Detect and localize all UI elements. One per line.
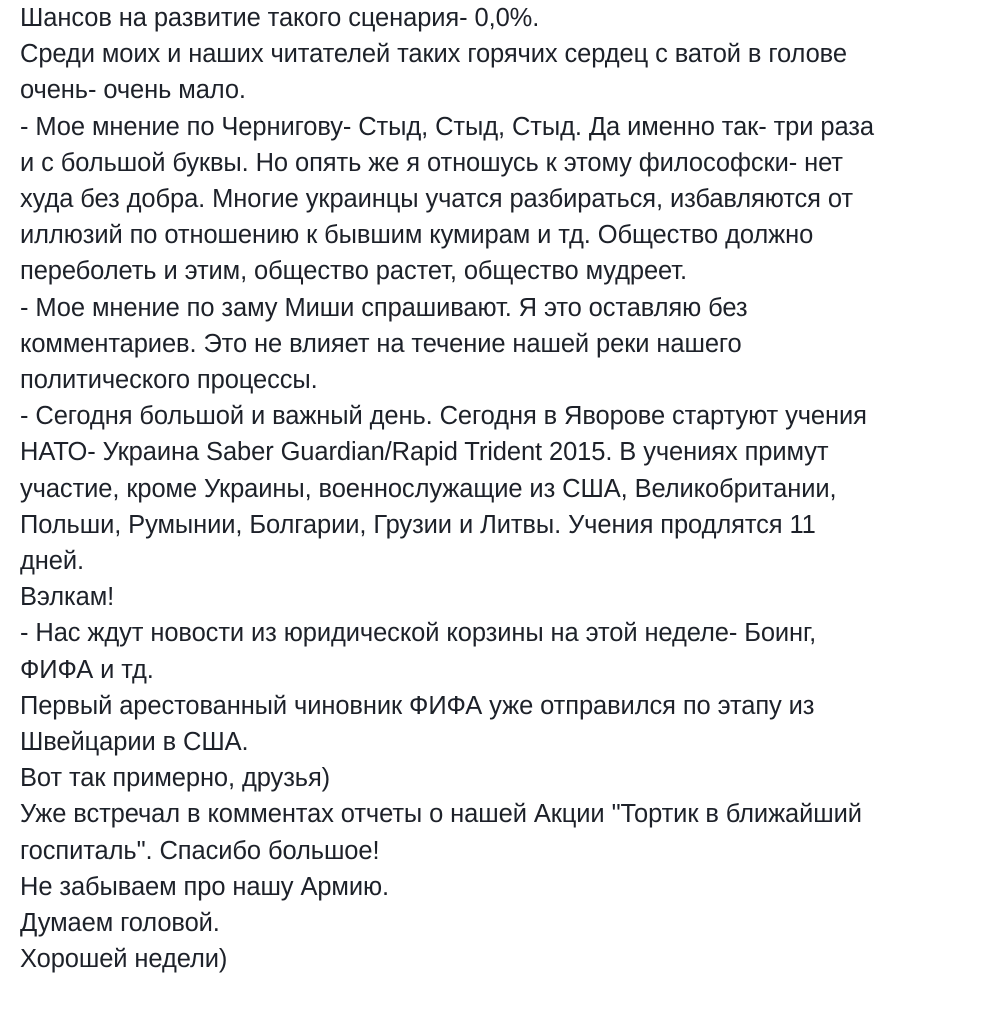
post-line: - Мое мнение по заму Миши спрашивают. Я это оставляю без bbox=[20, 293, 748, 322]
post-line: дней. bbox=[20, 547, 84, 576]
post-line: Швейцарии в США. bbox=[20, 728, 249, 757]
post-line: - Сегодня большой и важный день. Сегодня в Яворове стартуют учения bbox=[20, 402, 867, 431]
post-line: переболеть и этим, общество растет, общество мудреет. bbox=[20, 257, 688, 286]
post-line: Вэлкам! bbox=[20, 583, 115, 612]
post-line: Не забываем про нашу Армию. bbox=[20, 872, 390, 901]
post-line: - Нас ждут новости из юридической корзины на этой неделе- Боинг, bbox=[20, 619, 817, 648]
post-line: Польши, Румынии, Болгарии, Грузии и Литвы. Учения продлятся 11 bbox=[20, 510, 816, 539]
post-line: иллюзий по отношению к бывшим кумирам и тд. Общество должно bbox=[20, 221, 814, 250]
post-line: НАТО- Украина Saber Guardian/Rapid Trident 2015. В учениях примут bbox=[20, 438, 829, 467]
post-line: очень- очень мало. bbox=[20, 76, 246, 105]
post-line: политического процессы. bbox=[20, 366, 318, 395]
post-line: Вот так примерно, друзья) bbox=[20, 764, 331, 793]
post-line: Шансов на развитие такого сценария- 0,0%. bbox=[20, 4, 540, 32]
post-line: участие, кроме Украины, военнослужащие из США, Великобритании, bbox=[20, 474, 837, 503]
post-line: Хорошей недели) bbox=[20, 945, 228, 974]
post-line: Думаем головой. bbox=[20, 909, 220, 938]
post-line: комментариев. Это не влияет на течение нашей реки нашего bbox=[20, 329, 742, 358]
post-line: Уже встречал в комментах отчеты о нашей Акции "Тортик в ближайший bbox=[20, 800, 862, 829]
post-line: - Мое мнение по Чернигову- Стыд, Стыд, Стыд. Да именно так- три раза bbox=[20, 112, 874, 141]
post-line: Первый арестованный чиновник ФИФА уже отправился по этапу из bbox=[20, 691, 815, 720]
post-line: госпиталь". Спасибо большое! bbox=[20, 836, 380, 865]
post-line: Среди моих и наших читателей таких горячих сердец с ватой в голове bbox=[20, 40, 847, 69]
post-line: худа без добра. Многие украинцы учатся разбираться, избавляются от bbox=[20, 185, 853, 214]
post-text bbox=[20, 0, 982, 977]
post-line: и с большой буквы. Но опять же я отношусь к этому философски- нет bbox=[20, 148, 843, 177]
post-line: ФИФА и тд. bbox=[20, 655, 154, 684]
